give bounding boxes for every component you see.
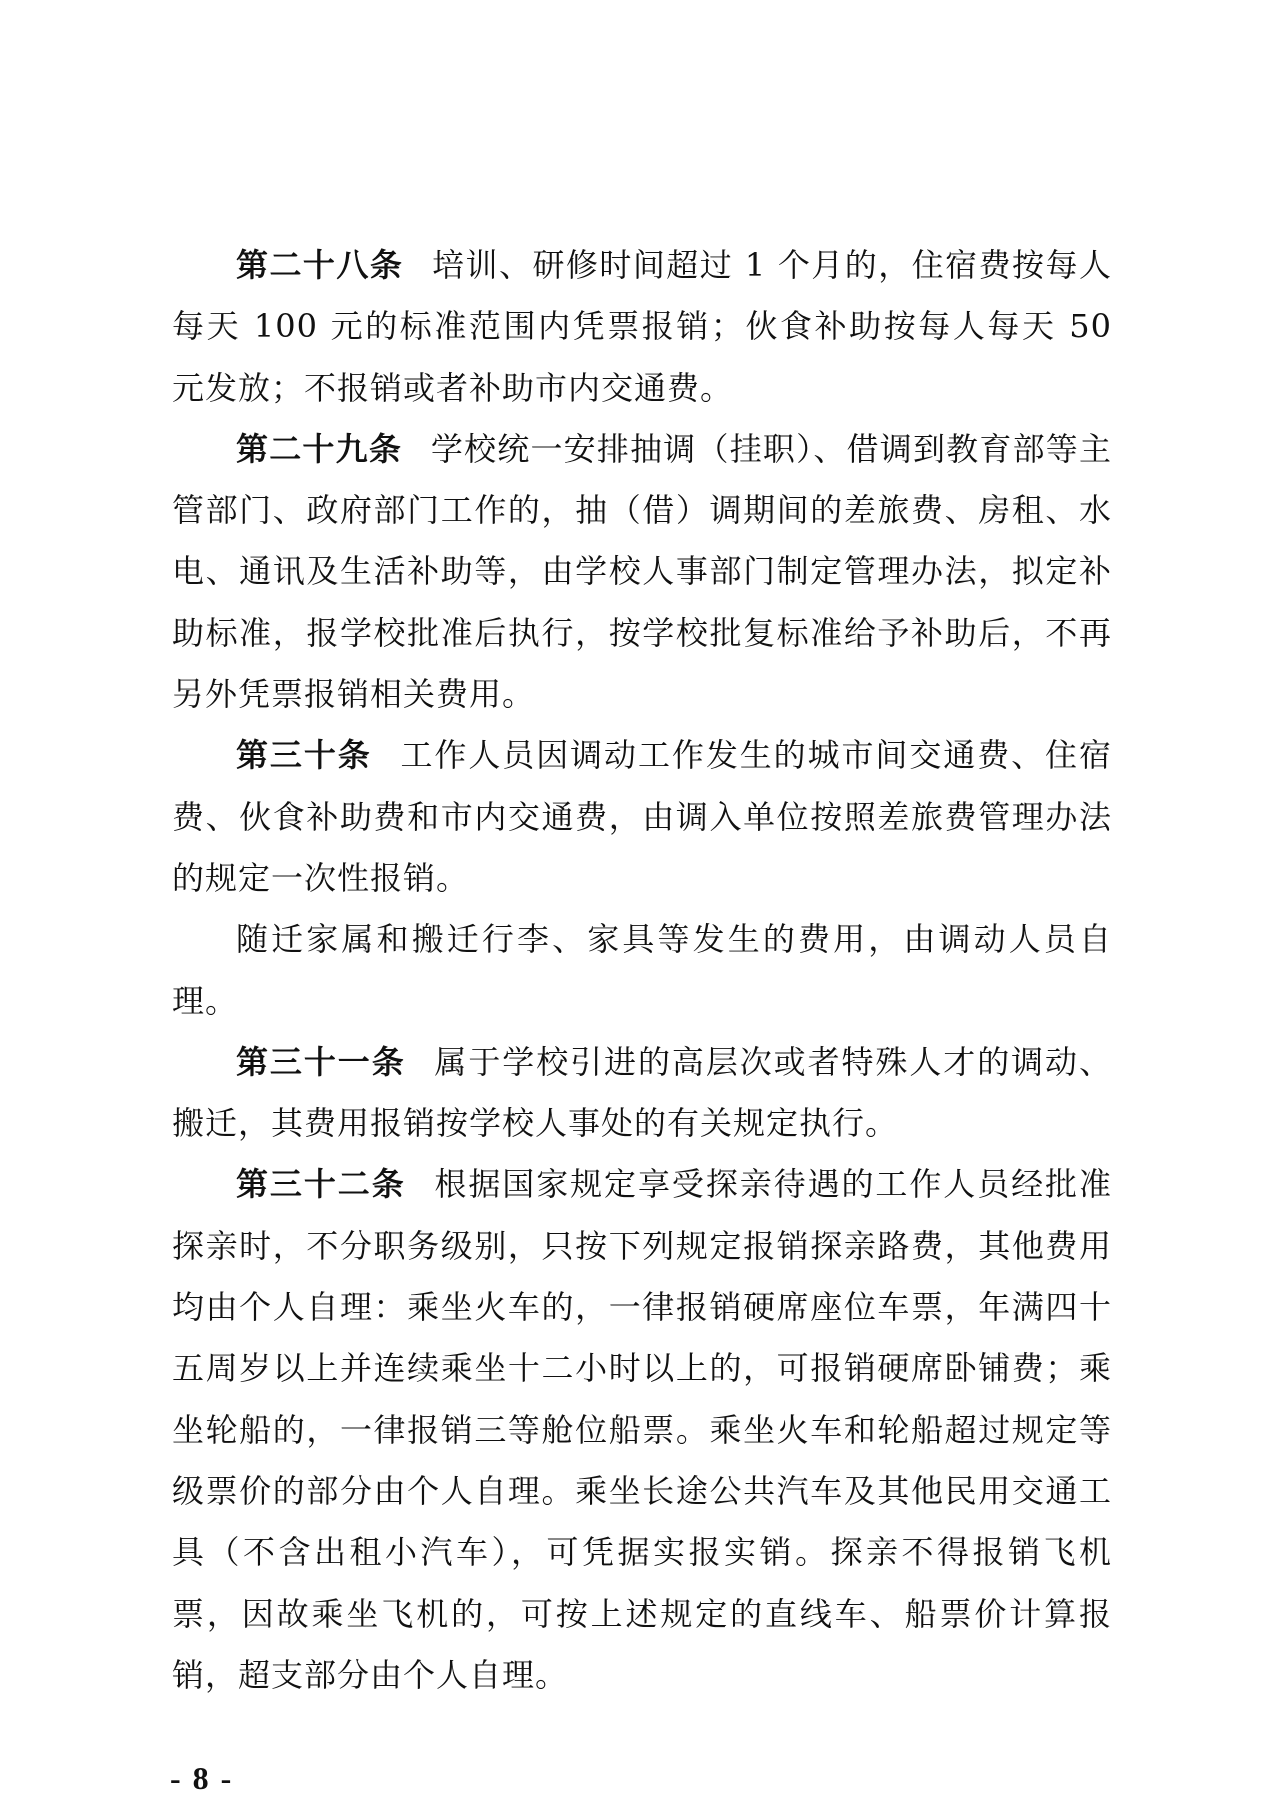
paragraph-article-29 <box>172 419 1112 725</box>
article-text: 学校统一安排抽调（挂职）、借调到教育部等主管部门、政府部门工作的，抽（借）调期间的差旅费、房租、水电、通讯及生活补助等，由学校人事部门制定管理办法，拟定补助标准，报学校批准后执行，按学校批复标准给予补助后，不再另外凭票报销相关费用。 <box>172 429 1112 714</box>
article-title: 第三十条 <box>236 736 372 775</box>
article-title: 第三十二条 <box>236 1165 406 1204</box>
article-title: 第三十一条 <box>236 1042 406 1081</box>
article-text: 培训、研修时间超过 1 个月的，住宿费按每人每天 100 元的标准范围内凭票报销；伙食补助按每人每天 50 元发放；不报销或者补助市内交通费。 <box>172 246 1112 407</box>
article-text: 工作人员因调动工作发生的城市间交通费、住宿费、伙食补助费和市内交通费，由调入单位按照差旅费管理办法的规定一次性报销。 <box>172 736 1112 897</box>
article-title: 第二十八条 <box>236 246 404 284</box>
paragraph-article-30 <box>172 725 1112 909</box>
paragraph-article-30-note <box>172 909 1112 1032</box>
article-text: 随迁家属和搬迁行李、家具等发生的费用，由调动人员自理。 <box>172 920 1112 1020</box>
document-body <box>172 235 1112 1706</box>
article-title: 第二十九条 <box>236 429 403 468</box>
article-text: 属于学校引进的高层次或者特殊人才的调动、搬迁，其费用报销按学校人事处的有关规定执行。 <box>172 1042 1112 1143</box>
paragraph-article-28 <box>172 235 1112 419</box>
page-number: - 8 - <box>170 1760 234 1796</box>
paragraph-article-31 <box>172 1032 1112 1155</box>
article-text: 根据国家规定享受探亲待遇的工作人员经批准探亲时，不分职务级别，只按下列规定报销探亲路费，其他费用均由个人自理：乘坐火车的，一律报销硬席座位车票，年满四十五周岁以上并连续乘坐十二小时以上的，可报销硬席卧铺费；乘坐轮船的，一律报销三等舱位船票。乘坐火车和轮船超过规定等级票价的部分由个人自理。乘坐长途公共汽车及其他民用交通工具（不含出租小汽车），可凭据实报实销。探亲不得报销飞机票，因故乘坐飞机的，可按上述规定的直线车、船票价计算报销，超支部分由个人自理。 <box>172 1165 1112 1694</box>
paragraph-article-32 <box>172 1154 1112 1706</box>
